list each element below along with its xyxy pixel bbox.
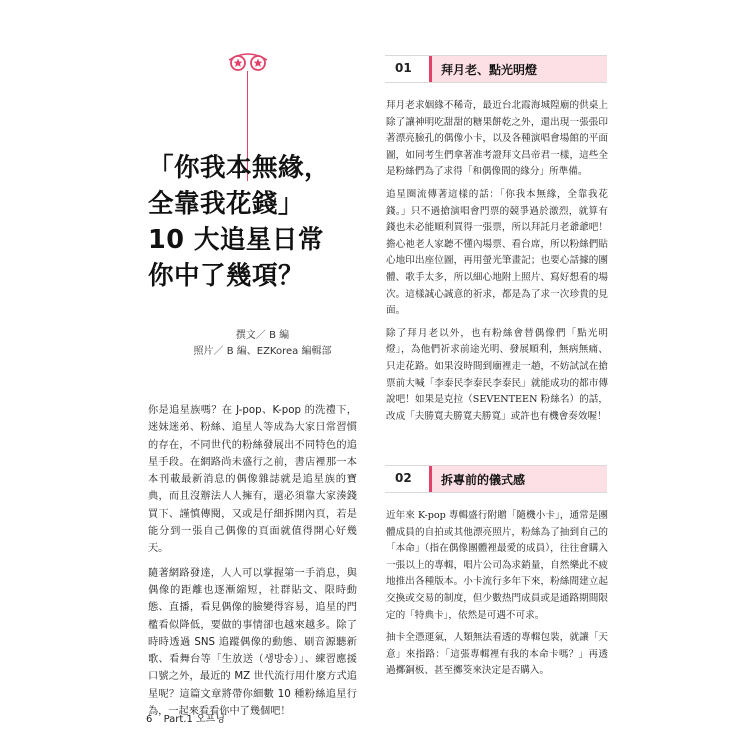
section-paragraph: 拜月老求姻緣不稀奇，最近台北霞海城隍廟的供桌上除了讓神明吃甜甜的糖果餅乾之外，還出現一張張印著漂亮臉孔的偶像小卡，以及各種演唱會場館的平面圖，如同考生們拿著准考證拜文昌帝君一樣，這些全是粉絲們為了求得「和偶像間的緣分」所準備。 — [386, 100, 608, 178]
title-line: 「你我本無緣， — [148, 153, 331, 183]
title-line: 10 大追星日常 — [148, 225, 324, 255]
section-number: 01 — [395, 61, 412, 75]
part-label: Part.1 오프닝 — [163, 714, 226, 725]
section-01-body — [386, 98, 608, 431]
section-paragraph: 近年來 K-pop 專輯盛行附贈「隨機小卡」，通常是團體成員的自拍或其他漂亮照片，粉絲為了抽到自己的「本命」（指在偶像團體裡最愛的成員），往往會購入一張以上的專輯，唱片公司為求銷量，自然樂此不疲地推出各種版本。小卡流行多年下來，粉絲間建立起交換或交易的制度，但少數热門成員或是通路期間限定的「特典卡」，依然是可遇不可求。 — [386, 510, 608, 621]
section-01-header — [385, 55, 607, 83]
photo-credit: 照片／ B 編、EZKorea 編輯部 — [193, 346, 332, 357]
writer-credit: 撰文／ B 編 — [235, 330, 290, 341]
section-paragraph: 抽卡全憑運氣，人類無法看透的專輯包裝，就讓「天意」來指路：「這張專輯裡有我的本命卡嗎？」再透過擲銅板、甚至擲筊來決定是否購入。 — [386, 632, 608, 677]
section-accent-bar — [429, 466, 432, 492]
section-number: 02 — [395, 471, 412, 485]
section-heading: 拜月老、點光明燈 — [441, 63, 538, 77]
intro-paragraph: 隨著網路發達，人人可以掌握第一手消息，與偶像的距離也逐漸縮短，社群貼文、限時動態、直播，看見偶像的臉變得容易，追星的門檻看似降低，要做的事情卻也越來越多。除了時時透過 SNS 追蹤偶像的動態、刷音源聽新歌、看舞台等「生放送（생방송）」、練習應援口號之外，最近的 MZ 世代流行用什麼方式追星呢？這篇文章將帶你細數 10 種粉絲追星行為，一起來看看你中了幾個吧！ — [148, 567, 357, 718]
intro-paragraph: 你是追星族嗎？在 J-pop、K-pop 的洗禮下，迷妹迷弟、粉絲、追星人等成為大家日常習慣的存在，不同世代的粉絲發展出不同特色的追星手段。在網路尚未盛行之前，書店裡那一本本刊載最新消息的偶像雜誌就是追星族的寶典，而且沒辦法人人擁有，還必須靠大家湊錢買下、謹慎傳閱，又或是仔細拆開內頁，若是能分到一張自己偶像的頁面就值得開心好幾天。 — [148, 405, 357, 555]
title-line: 全靠我花錢」 — [148, 189, 305, 219]
section-02-body — [386, 508, 608, 686]
title-line: 你中了幾項？ — [148, 261, 305, 291]
section-accent-bar — [429, 56, 432, 82]
section-paragraph: 追星圈流傳著這樣的話：「你我本無緣，全靠我花錢。」只不過搶演唱會門票的競爭過於激烈，就算有錢也未必能順利買得一張票，所以拜託月老爺爺吧！擔心祂老人家聽不懂內場票、看台席，所以粉絲們貼心地印出座位圖，再用螢光筆畫記；也要心話據的團體、歌手太多，所以細心地附上照片、寫好想看的場次。這樣誠心誠意的祈求，都是為了求一次珍貴的見面。 — [386, 188, 608, 317]
section-heading: 拆專前的儀式感 — [441, 473, 526, 487]
section-02-header — [385, 465, 607, 493]
page-footer — [146, 710, 233, 725]
page-number: 6 — [146, 714, 153, 725]
pendant-decoration — [225, 50, 271, 130]
intro-body — [148, 402, 357, 727]
article-title — [148, 150, 368, 294]
credits — [170, 328, 355, 360]
section-paragraph: 除了拜月老以外，也有粉絲會替偶像們「點光明燈」，為他們祈求前途光明、發展順利，無病無痛、只走花路。如果沒時間到廟裡走一趟，不妨試試在搶票前大喊「李泰民李泰民李泰民」就能成功的都市傳說吧！如果是克拉（SEVENTEEN 粉絲名）的話，改成「夫勝寬夫勝寬夫勝寬」或許也有機會奏效喔！ — [386, 327, 608, 422]
star-eyed-face-icon — [225, 50, 271, 72]
